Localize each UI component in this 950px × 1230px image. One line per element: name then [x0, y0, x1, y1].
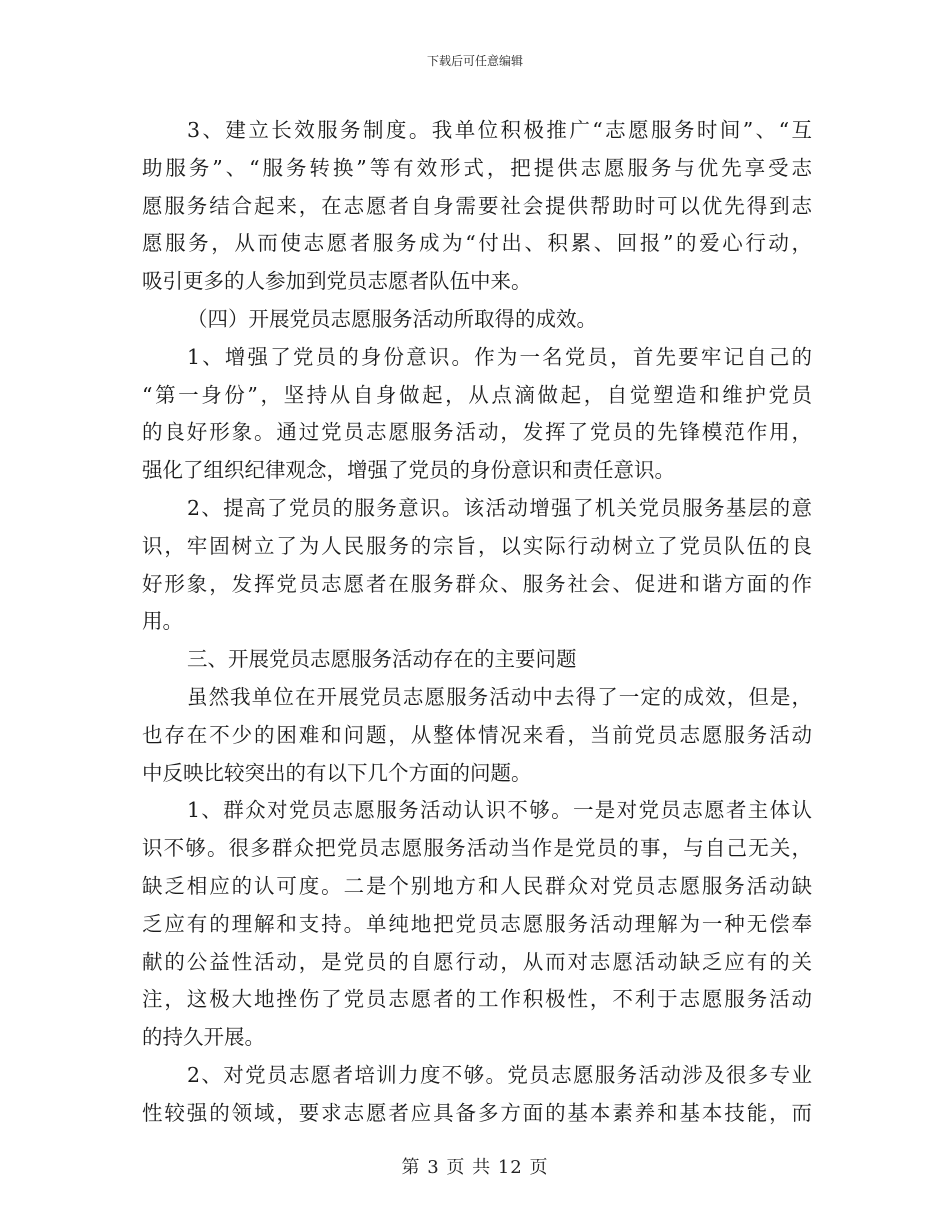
paragraph-line: 吸引更多的人参加到党员志愿者队伍中来。: [142, 269, 532, 294]
paragraph-line: 愿服务，从而使志愿者服务成为“付出、积累、回报”的爱心行动，: [142, 231, 812, 256]
page-header: 下载后可任意编辑: [426, 54, 523, 68]
section-heading: （四）开展党员志愿服务活动所取得的成效。: [187, 306, 597, 331]
paragraph-line: “第一身份”，坚持从自身做起，从点滴做起，自觉塑造和维护党员: [142, 382, 812, 407]
paragraph-line: 2、提高了党员的服务意识。该活动增强了机关党员服务基层的意: [187, 495, 812, 520]
paragraph-line: 2、对党员志愿者培训力度不够。党员志愿服务活动涉及很多专业: [187, 1062, 812, 1087]
paragraph-line: 识，牢固树立了为人民服务的宗旨，以实际行动树立了党员队伍的良: [142, 533, 812, 558]
paragraph-line: 缺乏相应的认可度。二是个别地方和人民群众对党员志愿服务活动缺: [142, 873, 812, 898]
paragraph-line: 识不够。很多群众把党员志愿服务活动当作是党员的事，与自己无关，: [142, 836, 812, 861]
paragraph-line: 愿服务结合起来，在志愿者自身需要社会提供帮助时可以优先得到志: [142, 193, 812, 218]
paragraph-line: 3、建立长效服务制度。我单位积极推广“志愿服务时间”、“互: [187, 118, 812, 142]
paragraph-line: 助服务”、“服务转换”等有效形式，把提供志愿服务与优先享受志: [142, 155, 812, 180]
page-number: 第 3 页 共 12 页: [401, 1157, 549, 1178]
paragraph-line: 乏应有的理解和支持。单纯地把党员志愿服务活动理解为一种无偿奉: [142, 911, 812, 936]
document-body: [142, 112, 812, 1133]
paragraph-line: 的良好形象。通过党员志愿服务活动，发挥了党员的先锋模范作用，: [142, 420, 812, 445]
paragraph-line: 1、群众对党员志愿服务活动认识不够。一是对党员志愿者主体认: [187, 798, 812, 823]
paragraph-line: 注，这极大地挫伤了党员志愿者的工作积极性，不利于志愿服务活动: [142, 987, 812, 1012]
paragraph-line: 好形象，发挥党员志愿者在服务群众、服务社会、促进和谐方面的作: [142, 571, 812, 596]
paragraph-line: 的持久开展。: [142, 1025, 265, 1050]
section-heading: 三、开展党员志愿服务活动存在的主要问题: [187, 647, 577, 672]
paragraph-line: 也存在不少的困难和问题，从整体情况来看，当前党员志愿服务活动: [142, 722, 812, 747]
paragraph-line: 献的公益性活动，是党员的自愿行动，从而对志愿活动缺乏应有的关: [142, 949, 812, 974]
paragraph-line: 虽然我单位在开展党员志愿服务活动中去得了一定的成效，但是，: [187, 684, 812, 709]
paragraph-line: 用。: [142, 609, 183, 634]
paragraph-line: 强化了组织纪律观念，增强了党员的身份意识和责任意识。: [142, 458, 675, 483]
paragraph-line: 性较强的领域，要求志愿者应具备多方面的基本素养和基本技能，而: [142, 1100, 812, 1125]
paragraph-line: 中反映比较突出的有以下几个方面的问题。: [142, 760, 532, 785]
paragraph-line: 1、增强了党员的身份意识。作为一名党员，首先要牢记自己的: [187, 344, 812, 369]
